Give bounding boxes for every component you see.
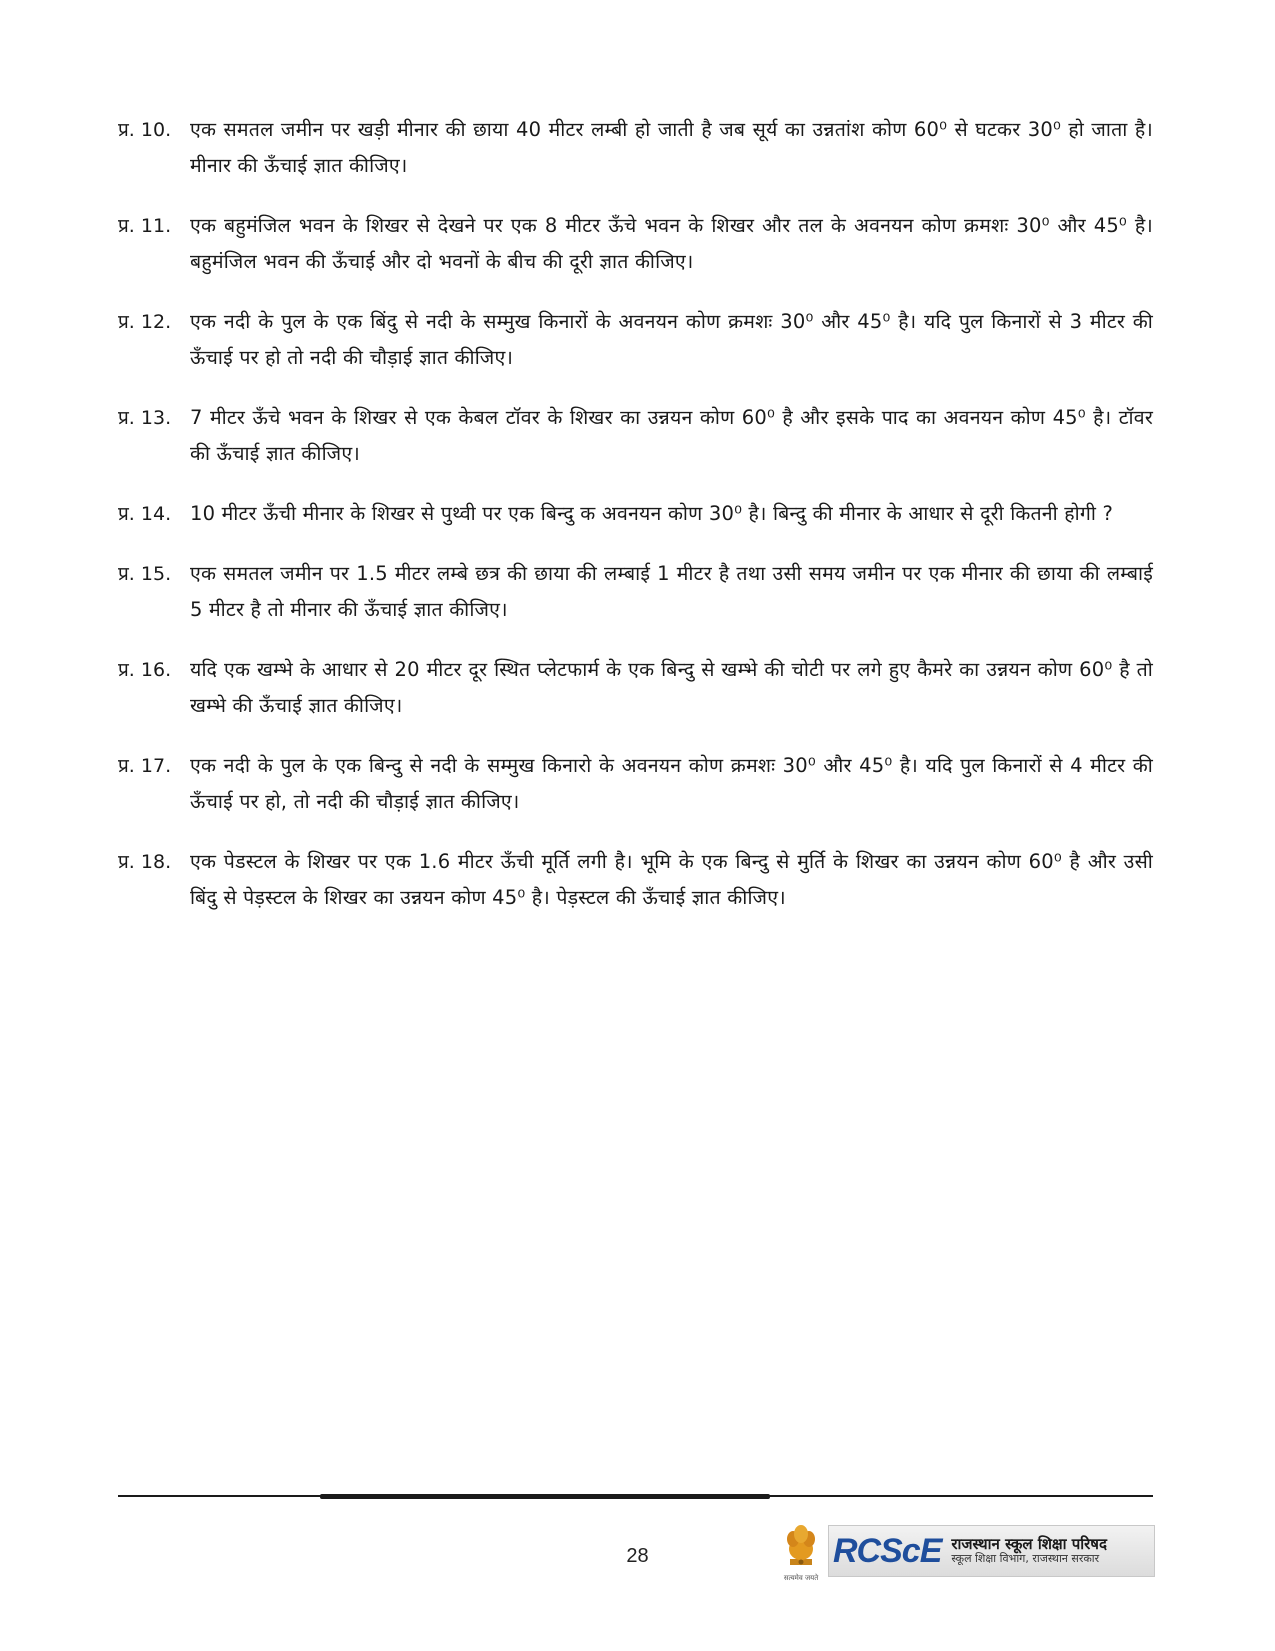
- question-text: एक पेडस्टल के शिखर पर एक 1.6 मीटर ऊँची मूर्ति लगी है। भूमि के एक बिन्दु से मुर्ति के शिखर का उन्नयन कोण 60⁰ है और उसी बिंदु से पेड़स्टल के शिखर का उन्नयन कोण 45⁰ है। पेड़स्टल की ऊँचाई ज्ञात कीजिए।: [190, 850, 1153, 909]
- question-text: एक बहुमंजिल भवन के शिखर से देखने पर एक 8 मीटर ऊँचे भवन के शिखर और तल के अवनयन कोण क्रमशः 30⁰ और 45⁰ है। बहुमंजिल भवन की ऊँचाई और दो भवनों के बीच की दूरी ज्ञात कीजिए।: [190, 214, 1153, 273]
- question-item: [118, 844, 1153, 916]
- question-number: प्र. 16.: [118, 659, 172, 681]
- question-number: प्र. 10.: [118, 119, 172, 141]
- state-emblem-icon: [780, 1519, 822, 1583]
- question-text: एक समतल जमीन पर खड़ी मीनार की छाया 40 मीटर लम्बी हो जाती है जब सूर्य का उन्नतांश कोण 60⁰ से घटकर 30⁰ हो जाता है। मीनार की ऊँचाई ज्ञात कीजिए।: [190, 118, 1153, 177]
- question-item: [118, 112, 1153, 184]
- question-number: प्र. 13.: [118, 407, 172, 429]
- emblem-caption: सत्यमेव जयते: [783, 1574, 819, 1582]
- question-item: [118, 400, 1153, 472]
- footer-logo: [780, 1517, 1155, 1585]
- page-number: 28: [626, 1545, 649, 1567]
- question-number: प्र. 17.: [118, 755, 172, 777]
- question-text: एक नदी के पुल के एक बिन्दु से नदी के सम्मुख किनारो के अवनयन कोण क्रमशः 30⁰ और 45⁰ है। यदि पुल किनारों से 4 मीटर की ऊँचाई पर हो, तो नदी की चौड़ाई ज्ञात कीजिए।: [190, 754, 1153, 813]
- logo-text: RCScE: [833, 1531, 942, 1570]
- question-text: एक नदी के पुल के एक बिंदु से नदी के सम्मुख किनारों के अवनयन कोण क्रमशः 30⁰ और 45⁰ है। यदि पुल किनारों से 3 मीटर की ऊँचाई पर हो तो नदी की चौड़ाई ज्ञात कीजिए।: [190, 310, 1153, 369]
- question-text: 10 मीटर ऊँची मीनार के शिखर से पुथ्वी पर एक बिन्दु क अवनयन कोण 30⁰ है। बिन्दु की मीनार के आधार से दूरी कितनी होगी ?: [190, 502, 1114, 525]
- question-number: प्र. 12.: [118, 311, 172, 333]
- question-item: [118, 208, 1153, 280]
- question-number: प्र. 15.: [118, 563, 172, 585]
- question-text: एक समतल जमीन पर 1.5 मीटर लम्बे छत्र की छाया की लम्बाई 1 मीटर है तथा उसी समय जमीन पर एक मीनार की छाया की लम्बाई 5 मीटर है तो मीनार की ऊँचाई ज्ञात कीजिए।: [190, 562, 1153, 621]
- rcsce-banner: [828, 1525, 1155, 1577]
- org-name: राजस्थान स्कूल शिक्षा परिषद: [951, 1535, 1107, 1554]
- question-item: [118, 748, 1153, 820]
- question-text: 7 मीटर ऊँचे भवन के शिखर से एक केबल टॉवर के शिखर का उन्नयन कोण 60⁰ है और इसके पाद का अवनयन कोण 45⁰ है। टॉवर की ऊँचाई ज्ञात कीजिए।: [190, 406, 1153, 465]
- org-subtitle: स्कूल शिक्षा विभाग, राजस्थान सरकार: [951, 1552, 1100, 1566]
- org-lines: [951, 1536, 1107, 1566]
- question-number: प्र. 18.: [118, 851, 172, 873]
- question-list: [118, 112, 1153, 940]
- question-text: यदि एक खम्भे के आधार से 20 मीटर दूर स्थित प्लेटफार्म के एक बिन्दु से खम्भे की चोटी पर लगे हुए कैमरे का उन्नयन कोण 60⁰ है तो खम्भे की ऊँचाई ज्ञात कीजिए।: [190, 658, 1153, 717]
- question-item: [118, 304, 1153, 376]
- question-item: [118, 652, 1153, 724]
- question-item: [118, 556, 1153, 628]
- question-item: [118, 496, 1153, 532]
- question-number: प्र. 11.: [118, 215, 172, 237]
- footer-divider-accent: [320, 1494, 770, 1499]
- question-number: प्र. 14.: [118, 503, 172, 525]
